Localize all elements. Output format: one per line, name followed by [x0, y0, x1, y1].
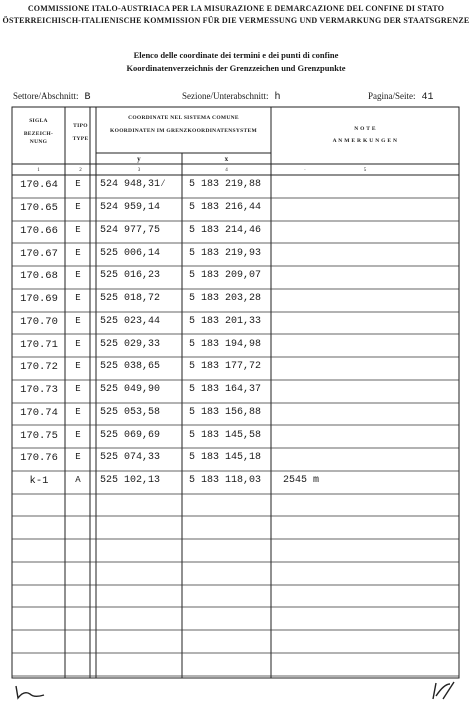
x-coordinate-cell: 5 183 201,33	[189, 316, 262, 327]
y-coordinate-cell: 525 029,33	[100, 339, 161, 350]
sigla-cell: k-1	[29, 475, 49, 487]
y-coordinate-cell: 525 102,13	[100, 475, 161, 486]
x-coordinate-cell: 5 183 164,37	[189, 384, 262, 395]
tipo-cell: E	[75, 270, 81, 280]
tipo-cell: E	[75, 339, 81, 349]
sezione-label: Sezione/Unterabschnitt:	[182, 91, 269, 101]
x-coordinate-cell: 5 183 203,28	[189, 293, 262, 304]
note-header-de: A N M E R K U N G E N	[332, 138, 398, 144]
note-header-it: N O T E	[354, 126, 376, 132]
y-coordinate-cell: 525 018,72	[100, 293, 161, 304]
y-coordinate-cell: 525 053,58	[100, 407, 161, 418]
sigla-header-de: BEZEICH-	[23, 131, 54, 137]
pagina-value: 41	[421, 92, 434, 103]
tipo-cell: E	[75, 452, 81, 462]
sigla-header	[12, 117, 65, 146]
y-coordinate-cell: 525 049,90	[100, 384, 161, 395]
sigla-cell: 170.70	[20, 316, 58, 328]
y-coordinate-cell: 524 948,31⁄	[100, 179, 167, 190]
x-coordinate-cell: 5 183 216,44	[189, 202, 262, 213]
tipo-header-de: TYPE	[72, 136, 89, 142]
settore-value: B	[84, 92, 91, 103]
sigla-cell: 170.75	[20, 430, 58, 442]
tipo-cell: E	[75, 361, 81, 371]
note-header	[271, 125, 459, 145]
header-line-german: ÖSTERREICHISCH-ITALIENISCHE KOMMISSION FÜR DIE VERMESSUNG UND VERMARKUNG DER STAATSGRENZE	[2, 16, 470, 25]
sigla-header-de-2: NUNG	[29, 139, 48, 145]
tipo-header	[65, 122, 96, 143]
column-number-4: 4	[225, 168, 228, 173]
sigla-cell: 170.66	[20, 225, 58, 237]
x-coordinate-cell: 5 183 219,88	[189, 179, 262, 190]
tipo-cell: E	[75, 225, 81, 235]
document-title-german: Koordinatenverzeichnis der Grenzzeichen und Grenzpunkte	[126, 63, 346, 73]
y-header: y	[137, 155, 141, 163]
sigla-cell: 170.64	[20, 179, 58, 191]
tipo-cell: A	[75, 475, 81, 485]
sigla-cell: 170.69	[20, 293, 58, 305]
coordinate-header-it: COORDINATE NEL SISTEMA COMUNE	[128, 115, 239, 121]
x-coordinate-cell: 5 183 177,72	[189, 361, 262, 372]
x-header: x	[224, 155, 229, 163]
handwritten-initial-right	[430, 680, 460, 702]
column-number-3: 3	[137, 168, 141, 173]
y-coordinate-cell: 524 959,14	[100, 202, 161, 213]
tipo-cell: E	[75, 384, 81, 394]
tipo-cell: E	[75, 248, 81, 258]
column-number-1: 1	[37, 168, 40, 173]
coordinate-header-de: KOORDINATEN IM GRENZKOORDINATENSYSTEM	[110, 128, 257, 134]
coordinate-header	[96, 114, 271, 135]
x-coordinate-cell: 5 183 209,07	[189, 270, 262, 281]
tipo-header-it: TIPO	[73, 123, 88, 129]
y-coordinate-cell: 525 006,14	[100, 248, 161, 259]
tipo-cell: E	[75, 316, 81, 326]
column-number-5: 5	[363, 168, 367, 173]
handwritten-initial-left	[14, 682, 52, 702]
sigla-cell: 170.65	[20, 202, 58, 214]
sigla-header-it: SIGLA	[29, 118, 48, 124]
tipo-cell: E	[75, 430, 81, 440]
document-title-italian: Elenco delle coordinate dei termini e dei punti di confine	[133, 50, 339, 60]
sigla-cell: 170.73	[20, 384, 58, 396]
sigla-cell: 170.76	[20, 452, 58, 464]
x-coordinate-cell: 5 183 194,98	[189, 339, 262, 350]
tipo-cell: E	[75, 202, 81, 212]
y-coordinate-cell: 525 038,65	[100, 361, 161, 372]
column-number-2: 2	[79, 168, 82, 173]
y-coordinate-cell: 525 074,33	[100, 452, 161, 463]
tipo-cell: E	[75, 407, 81, 417]
y-coordinate-cell: 524 977,75	[100, 225, 161, 236]
sigla-cell: 170.74	[20, 407, 58, 419]
y-coordinate-cell: 525 069,69	[100, 430, 161, 441]
settore-label: Settore/Abschnitt:	[13, 91, 79, 101]
x-coordinate-cell: 5 183 118,03	[189, 475, 262, 486]
sigla-cell: 170.72	[20, 361, 58, 373]
y-coordinate-cell: 525 016,23	[100, 270, 161, 281]
sezione-value: h	[274, 92, 281, 103]
x-coordinate-cell: 5 183 219,93	[189, 248, 262, 259]
x-coordinate-cell: 5 183 145,18	[189, 452, 262, 463]
sigla-cell: 170.67	[20, 248, 58, 260]
x-coordinate-cell: 5 183 145,58	[189, 430, 262, 441]
note-cell: 2545 m	[283, 475, 320, 486]
sigla-cell: 170.68	[20, 270, 58, 282]
y-coordinate-cell: 525 023,44	[100, 316, 161, 327]
header-line-italian: COMMISSIONE ITALO-AUSTRIACA PER LA MISURAZIONE E DEMARCAZIONE DEL CONFINE DI STATO	[27, 4, 445, 13]
sigla-cell: 170.71	[20, 339, 58, 351]
x-coordinate-cell: 5 183 214,46	[189, 225, 262, 236]
column-number-dot: ·	[304, 168, 306, 173]
tipo-cell: E	[75, 293, 81, 303]
tipo-cell: E	[75, 179, 81, 189]
x-coordinate-cell: 5 183 156,88	[189, 407, 262, 418]
pagina-label: Pagina/Seite:	[368, 91, 416, 101]
